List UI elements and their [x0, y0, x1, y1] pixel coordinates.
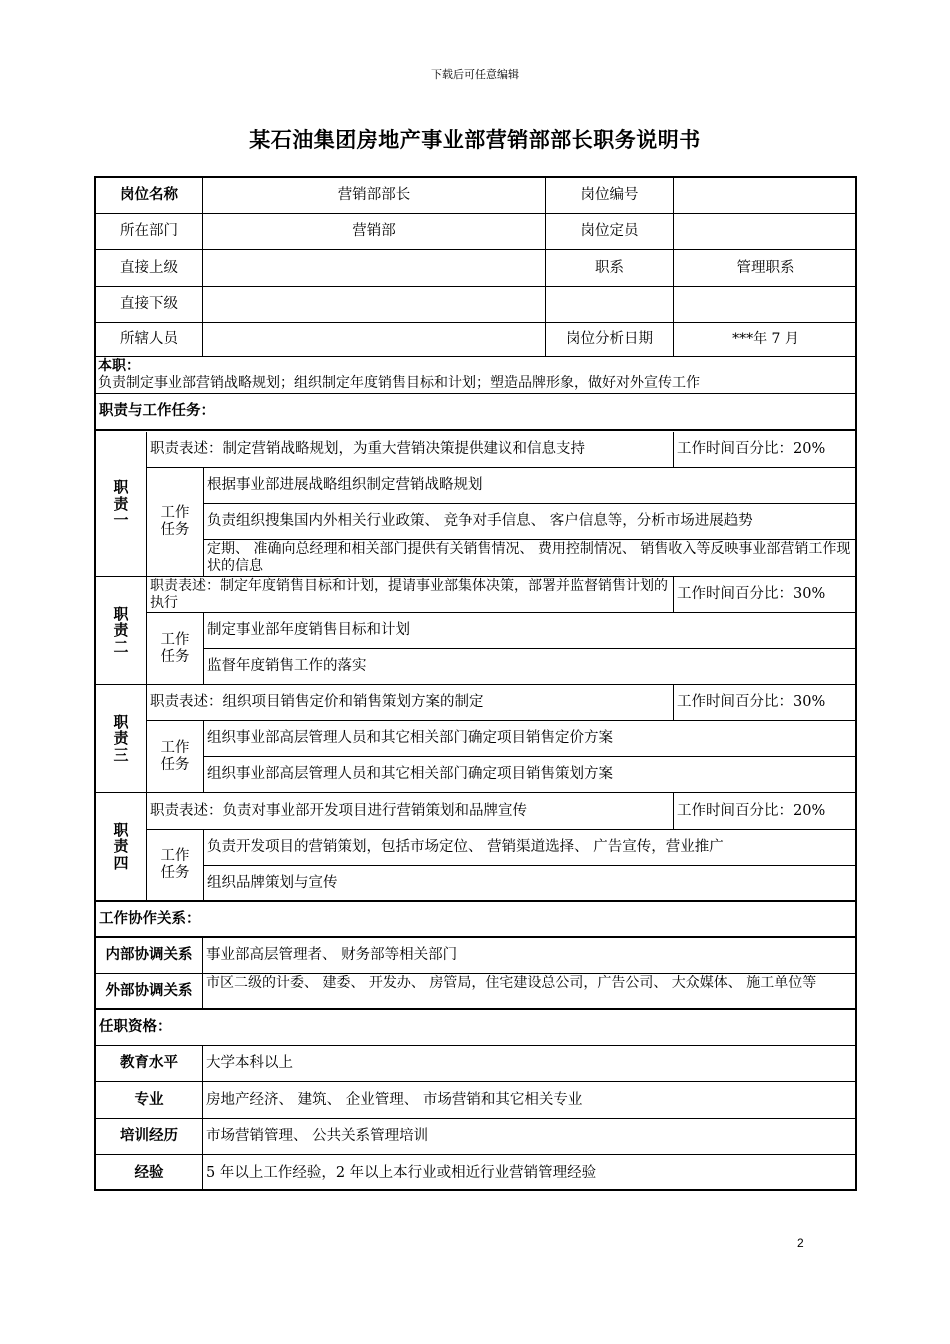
major-label: 专业: [96, 1082, 203, 1119]
training-value: 市场营销管理、 公共关系管理培训: [203, 1119, 857, 1155]
empty-cell: [674, 287, 857, 323]
duty-3-task-label: 工作任务: [147, 721, 204, 793]
position-name-value: 营销部部长: [203, 178, 546, 214]
major-value: 房地产经济、 建筑、 企业管理、 市场营销和其它相关专业: [203, 1082, 857, 1119]
core-duty-text: 负责制定事业部营销战略规划；组织制定年度销售目标和计划；塑造品牌形象，做好对外宣传工作: [98, 374, 700, 391]
duty-3-task-1: 组织事业部高层管理人员和其它相关部门确定项目销售定价方案: [204, 721, 857, 757]
external-coordination-label: 外部协调关系: [96, 974, 203, 1010]
duty-3-label: 职 责 三: [96, 685, 147, 793]
superior-label: 直接上级: [96, 250, 203, 287]
experience-label: 经验: [96, 1155, 203, 1191]
duty-4-description: 职责表述：负责对事业部开发项目进行营销策划和品牌宣传: [147, 793, 674, 830]
duty-1-task-1: 根据事业部进展战略组织制定营销战略规划: [204, 468, 857, 504]
position-code-label: 岗位编号: [546, 178, 674, 214]
analysis-date-label: 岗位分析日期: [546, 323, 674, 357]
experience-value: 5 年以上工作经验，2 年以上本行业或相近行业营销管理经验: [206, 1164, 597, 1181]
duty-2-task-2: 监督年度销售工作的落实: [204, 649, 857, 685]
job-family-label: 职系: [546, 250, 674, 287]
job-description-table: [94, 176, 857, 1191]
superior-value: [203, 250, 546, 287]
duty-4-task-1: 负责开发项目的营销策划，包括市场定位、 营销渠道选择、 广告宣传，营业推广: [204, 830, 857, 866]
header-note: 下载后可任意编辑: [431, 68, 519, 81]
training-label: 培训经历: [96, 1119, 203, 1155]
duty-3-description: 职责表述：组织项目销售定价和销售策划方案的制定: [147, 685, 674, 721]
position-code-value: [674, 178, 857, 214]
duty-1-task-3: 定期、 准确向总经理和相关部门提供有关销售情况、 费用控制情况、 销售收入等反映事业部营销工作现状的信息: [204, 540, 857, 577]
internal-coordination-text: 事业部高层管理者、 财务部等相关部门: [203, 938, 857, 974]
duty-4-task-label: 工作任务: [147, 830, 204, 902]
duty-2-description: 职责表述：制定年度销售目标和计划，提请事业部集体决策，部署并监督销售计划的执行: [147, 577, 674, 613]
core-duty-block: [96, 357, 857, 394]
internal-coordination-label: 内部协调关系: [96, 938, 203, 974]
duty-1-task-2: 负责组织搜集国内外相关行业政策、 竞争对手信息、 客户信息等，分析市场进展趋势: [204, 504, 857, 540]
education-label: 教育水平: [96, 1046, 203, 1082]
duty-2-label: 职 责 二: [96, 577, 147, 685]
duties-section-heading: 职责与工作任务：: [96, 394, 857, 431]
duty-3-task-2: 组织事业部高层管理人员和其它相关部门确定项目销售策划方案: [204, 757, 857, 793]
duty-2-task-1: 制定事业部年度销售目标和计划: [204, 613, 857, 649]
subordinate-label: 直接下级: [96, 287, 203, 323]
duty-2-time-percent: 工作时间百分比：30%: [674, 577, 857, 613]
education-value: 大学本科以上: [203, 1046, 857, 1082]
document-title: 某石油集团房地产事业部营销部部长职务说明书: [249, 128, 701, 152]
headcount-value: [674, 214, 857, 250]
duty-1-task-label: 工作任务: [147, 468, 204, 577]
duty-3-time-percent: 工作时间百分比：30%: [674, 685, 857, 721]
cooperation-section-heading: 工作协作关系：: [96, 902, 857, 938]
duty-4-time-percent: 工作时间百分比：20%: [674, 793, 857, 830]
staff-label: 所辖人员: [96, 323, 203, 357]
duty-4-label: 职 责 四: [96, 793, 147, 902]
duty-1-description: 职责表述：制定营销战略规划，为重大营销决策提供建议和信息支持: [147, 432, 674, 468]
headcount-label: 岗位定员: [546, 214, 674, 250]
job-family-value: 管理职系: [674, 250, 857, 287]
department-label: 所在部门: [96, 214, 203, 250]
analysis-date-value: ***年 7 月: [674, 323, 857, 357]
staff-value: [203, 323, 546, 357]
empty-cell: [546, 287, 674, 323]
page-number: 2: [797, 1236, 804, 1250]
duty-4-task-2: 组织品牌策划与宣传: [204, 866, 857, 902]
core-duty-label: 本职：: [98, 358, 140, 374]
duty-1-time-percent: 工作时间百分比：20%: [674, 432, 857, 468]
department-value: 营销部: [203, 214, 546, 250]
position-name-label: 岗位名称: [96, 178, 203, 214]
external-coordination-text: 市区二级的计委、 建委、 开发办、 房管局，住宅建设总公司，广告公司、 大众媒体、 施工单位等: [203, 974, 857, 1010]
qualifications-section-heading: 任职资格：: [96, 1010, 857, 1046]
duty-1-label: 职 责 一: [96, 432, 147, 577]
duty-2-task-label: 工作任务: [147, 613, 204, 685]
subordinate-value: [203, 287, 546, 323]
